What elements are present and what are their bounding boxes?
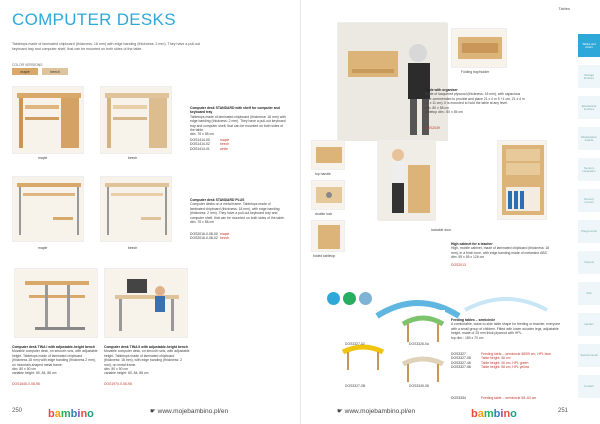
- tina2-height: variable height: 80, 84, 88 cm: [104, 371, 149, 376]
- desk-standard-maple-image: [12, 86, 84, 154]
- desk-standard-title: Computer desk STANDARD with shelf for computer and keyboard tray: [190, 106, 280, 115]
- page-number-right: 251: [557, 408, 568, 414]
- teacher-cabinet-dim: dim. 55 x 55 x 126 cm: [451, 255, 485, 260]
- teacher-cabinet-image: [497, 140, 547, 220]
- organiser-dim: dim. 80 x 58 cm: [425, 105, 449, 110]
- color-versions-label: COLOR VERSIONS: [12, 63, 43, 67]
- desk-standard-description: [190, 106, 286, 137]
- washable-icon: [327, 292, 340, 305]
- right-page: [300, 0, 600, 424]
- drop-icon: [359, 292, 372, 305]
- tina1-dim: dim. 80 x 50 cm: [12, 367, 36, 372]
- organiser-code: DOS2049: [425, 126, 440, 130]
- table-code-1: DOS3327-02: [345, 342, 365, 346]
- code-row: DOS2016-0-08-02 beech: [190, 236, 230, 241]
- feeding-tables-description: [451, 318, 561, 340]
- tina1-height: variable height: 80, 84, 88 cm: [12, 371, 57, 376]
- intro-text: Tabletops made of laminated chipboard (thickness: 18 mm) with edge banding (thickness: 2 mm). They have a pull-out keyboard tray and computer shelf, that can be mounted on both sides of the table.: [12, 42, 201, 51]
- tab-manipulation-boards[interactable]: Manipulation boards: [578, 127, 600, 151]
- caption-folding-holder: Folding tray/holder: [461, 70, 490, 74]
- code-row: DOS3327-08 Table height: 46 cm: [451, 356, 511, 361]
- tab-aids[interactable]: Aids: [578, 282, 600, 306]
- swatch-maple: maple: [12, 68, 38, 75]
- tab-storage-furniture[interactable]: Storage furniture: [578, 65, 600, 89]
- desk-standard-codes: [190, 138, 286, 151]
- code-row: DOS3327-46 Table height: 46 cm, HPL green: [451, 360, 529, 365]
- cursor-icon: ☛: [337, 408, 343, 415]
- desk-plus-beech-image: [100, 176, 172, 242]
- teacher-cabinet-title: High cabinet for a teacher: [451, 242, 493, 246]
- folding-holder-image: [451, 28, 507, 68]
- feeding-tables-body: A comfortable, wave-to-side table shape for feeding or teacher, everyone with a small group of children. Fitted with lower wooden legs, adjustable height, made of 25 mm thick plywood with HPL.: [451, 322, 561, 336]
- tina1-image: [14, 268, 98, 338]
- caption-maple: maple: [38, 246, 48, 250]
- tab-carpets[interactable]: Carpets: [578, 251, 600, 275]
- tina2-title: Computer desk TINA II with adjustable-height bench: [104, 345, 188, 349]
- desk-plus-description: [190, 198, 286, 224]
- code-row: DOS3327-58 Table height: 58 cm, HPL yellow: [451, 365, 530, 370]
- section-header: Tables: [558, 6, 570, 11]
- desk-plus-dim: dim. 76 x 58 cm: [190, 220, 214, 225]
- caption-top-handle: top handle: [315, 172, 331, 176]
- table-code-2: DOS3326-0a: [409, 342, 429, 346]
- detail-image-handle: [311, 140, 345, 170]
- tina2-dim: dim. 80 x 50 cm: [104, 367, 128, 372]
- semicircle-table-white-image: [401, 352, 445, 386]
- desk-standard-beech-image: [100, 86, 172, 154]
- organiser-tabletop-dim: tabletop dim.: 80 x 55 cm: [425, 110, 463, 115]
- teacher-cabinet-description: [451, 242, 551, 260]
- page-title: COMPUTER DESKS: [12, 10, 176, 29]
- tina2-body: Movable computer desk, on smooth runs, with adjustable height. Tabletops made of laminated chipboard (thickness: 18 mm), with edge banding (thickness: 2 mm), on metal frame.: [104, 349, 190, 367]
- swatch-beech: beech: [42, 68, 68, 75]
- tab-contact[interactable]: Contact: [578, 375, 600, 399]
- tab-sensory-corners[interactable]: Sensory corners: [578, 189, 600, 213]
- desk-plus-body: Computer desks on a metal frame. Tabletops made of laminated chipboard (thickness: 18 mm), with edge banding (thickness: 2 mm). They have a pull-out keyboard tray and computer shelf, that can be mounted on both sides of the table.: [190, 202, 285, 220]
- teacher-cabinet-code: DOS2013: [451, 263, 466, 267]
- feeding-tables-dim: top dim.: 180 x 70 cm: [451, 335, 484, 340]
- tab-educational-furniture[interactable]: Educational furniture: [578, 96, 600, 120]
- caption-maple: maple: [38, 156, 48, 160]
- organiser-title: Table with organiser: [425, 88, 458, 92]
- table-code-4: DOS3345-08: [409, 384, 429, 388]
- caption-beech: beech: [128, 246, 138, 250]
- feeding-last-code: DOS3334 Feeding table – semicircle 58–64 cm: [451, 396, 537, 400]
- desk-plus-codes: [190, 232, 286, 241]
- eco-icon: [343, 292, 356, 305]
- caption-lockable-door: lockable door: [431, 228, 452, 232]
- table-code-3: DOS3327-0B: [345, 384, 366, 388]
- caption-beech: beech: [128, 156, 138, 160]
- website-url-left: ☛ www.mojebambino.pl/en: [150, 408, 229, 415]
- tab-playgrounds[interactable]: Playgrounds: [578, 220, 600, 244]
- tab-tables-and-chairs[interactable]: Tables and chairs: [578, 34, 600, 58]
- detail-image-lock: [311, 180, 345, 210]
- detail-image-folded: [311, 220, 345, 252]
- tina2-image: [104, 268, 188, 338]
- feeding-tables-title: Feeding tables – semicircle: [451, 318, 496, 322]
- website-url-right: ☛ www.mojebambino.pl/en: [337, 408, 416, 415]
- tina1-description: [12, 345, 98, 376]
- tab-sensory-integration[interactable]: Sensory integration: [578, 158, 600, 182]
- organiser-body: Made of lacquered plywood (thickness: 18 mm), with capacious over-commended to provide and place 21 x 4 m 5 +1 cm, 21 x 4 m 21 x 11 cm). It is mounted to hold the table at any level.: [425, 92, 525, 106]
- page-number-left: 250: [12, 408, 23, 414]
- teacher-cart-photo: [377, 140, 435, 220]
- caption-folded-tabletop: folded tabletop: [313, 254, 336, 258]
- tab-special-needs[interactable]: Special needs: [578, 344, 600, 368]
- organiser-description: [425, 88, 525, 114]
- cursor-icon: ☛: [150, 408, 156, 415]
- teacher-cabinet-body: High, mobile cabinet, made of laminated chipboard (thickness: 18 mm), in a birch tone, with edge banding made of melamine ABS.: [451, 246, 550, 255]
- desk-standard-dim: dim. 76 x 58 cm: [190, 132, 214, 137]
- semicircle-table-dimension-image: [461, 288, 551, 314]
- desk-plus-title: Computer desk STANDARD PLUS: [190, 198, 245, 202]
- tina1-title: Computer desk TINA I with adjustable-height bench: [12, 345, 95, 349]
- tina1-code: DOS1645-0-08-98: [12, 382, 40, 386]
- tab-garden[interactable]: Garden: [578, 313, 600, 337]
- code-row: DOS2016-0-08-00 maple: [190, 232, 230, 236]
- bambino-logo-right: bambino: [471, 408, 517, 420]
- code-row: DOS1414-00 maple: [190, 138, 230, 142]
- bambino-logo-left: bambino: [48, 408, 94, 420]
- code-row: DOS1414-02 beech: [190, 142, 230, 147]
- table-organiser-photo: [337, 22, 447, 140]
- desk-standard-body: Tabletops made of laminated chipboard (thickness: 18 mm) with edge banding (thickness: 2 mm). They have a pull-out keyboard tray and computer shelf, that can be mounted on both sides of the table.: [190, 114, 286, 133]
- desk-plus-maple-image: [12, 176, 84, 242]
- code-row: DOS1414-01 white: [190, 146, 228, 151]
- section-tabs: [578, 0, 600, 424]
- tina2-description: [104, 345, 190, 376]
- tina2-code: DOS1970-0-08-98: [104, 382, 132, 386]
- caption-double-lock: double lock: [315, 212, 333, 216]
- feeding-tables-codes: [451, 352, 561, 370]
- tina1-body: Movable computer desk, on smooth runs, with adjustable height. Tabletops made of laminated chipboard (thickness 18 mm) with edge banding (thickness 2 mm), on mountain-shaped metal frame.: [12, 349, 98, 367]
- code-row: DOS3327 Feeding table – semicircle 58/59 cm, HPL blue: [451, 352, 551, 356]
